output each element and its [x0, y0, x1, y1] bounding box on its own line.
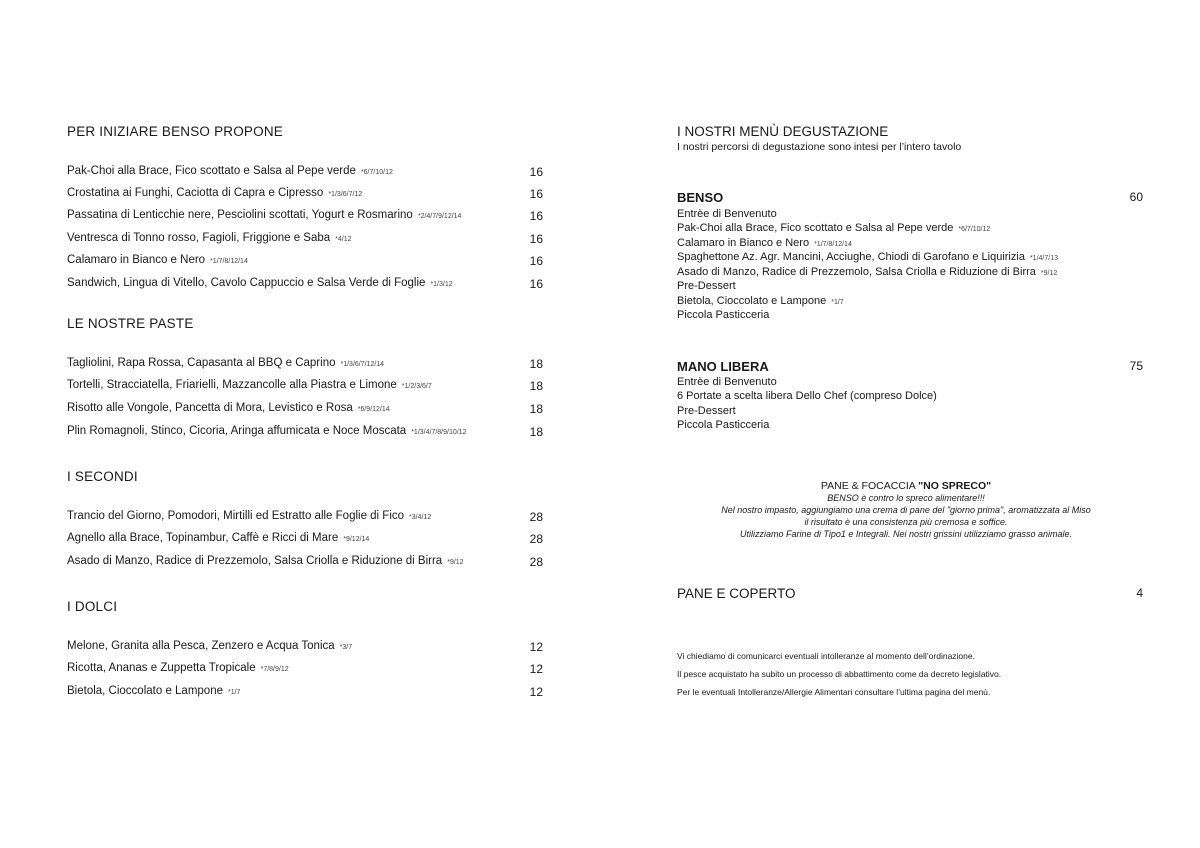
pane-heading-plain: PANE & FOCACCIA — [820, 480, 919, 492]
item-allergens: *1/2/3/6/7 — [401, 383, 432, 390]
course-item — [677, 208, 777, 220]
menu-item — [67, 277, 543, 297]
item-price: 28 — [529, 510, 543, 524]
menu-item — [67, 165, 543, 185]
item-name: Calamaro in Bianco e Nero — [67, 254, 206, 266]
course-text: Piccola Pasticceria — [677, 309, 770, 321]
degustazione-title: I NOSTRI MENÙ DEGUSTAZIONE — [677, 124, 889, 139]
item-allergens: *7/8/9/12 — [260, 666, 289, 673]
course-allergens: *1/7/8/12/14 — [814, 241, 852, 248]
item-name: Agnello alla Brace, Topinambur, Caffè e Ricci di Mare — [67, 532, 339, 544]
course-item — [677, 237, 852, 249]
item-allergens: *1/3/12 — [430, 281, 453, 288]
item-price: 16 — [529, 165, 543, 179]
item-name: Crostatina ai Funghi, Caciotta di Capra e Cipresso — [67, 187, 324, 199]
section-title-per-iniziare: PER INIZIARE BENSO PROPONE — [67, 124, 283, 139]
pane-line: Utilizziamo Farine di Tipo1 e Integrali. Nei nostri grissini utilizziamo grasso animale. — [739, 529, 1073, 539]
note-line: Il pesce acquistato ha subito un processo di abbattimento come da decreto legislativo. — [677, 669, 1002, 679]
item-allergens: *6/7/10/12 — [360, 169, 393, 176]
item-price: 18 — [529, 425, 543, 439]
item-price: 12 — [529, 662, 543, 676]
item-price: 16 — [529, 187, 543, 201]
item-allergens: *1/7/8/12/14 — [210, 258, 248, 265]
course-item — [677, 266, 1057, 278]
course-text: Bietola, Cioccolato e Lampone — [677, 295, 827, 307]
item-name: Plin Romagnoli, Stinco, Cicoria, Aringa affumicata e Noce Moscata — [67, 425, 407, 437]
course-text: Spaghettone Az. Agr. Mancini, Acciughe, Chiodi di Garofano e Liquirizia — [677, 251, 1025, 263]
item-name: Pak-Choi alla Brace, Fico scottato e Salsa al Pepe verde — [67, 165, 356, 177]
item-name: Tortelli, Stracciatella, Friarielli, Mazzancolle alla Piastra e Limone — [67, 379, 397, 391]
menu-item — [67, 187, 543, 207]
coperto-label: PANE E COPERTO — [677, 586, 796, 601]
course-item — [677, 309, 769, 321]
section-title-secondi: I SECONDI — [67, 469, 138, 484]
pane-line: il risultato è una consistenza più cremosa e soffice. — [804, 517, 1008, 527]
item-price: 18 — [529, 402, 543, 416]
pane-heading — [677, 480, 1135, 492]
coperto-price: 4 — [1136, 586, 1143, 600]
menu-item — [67, 379, 543, 399]
course-item — [677, 376, 777, 388]
item-name: Risotto alle Vongole, Pancetta di Mora, Levistico e Rosa — [67, 402, 353, 414]
pane-line: BENSO è contro lo spreco alimentare!!! — [827, 493, 985, 503]
course-allergens: *6/7/10/12 — [958, 226, 991, 233]
course-item — [677, 251, 1058, 263]
item-allergens: *1/3/6/7/12/14 — [340, 361, 385, 368]
menu-price-mano-libera: 75 — [1129, 359, 1143, 373]
menu-item — [67, 254, 543, 274]
course-text: Piccola Pasticceria — [677, 419, 770, 431]
course-allergens: *1/4/7/13 — [1029, 255, 1058, 262]
menu-item — [67, 640, 543, 660]
menu-item — [67, 425, 543, 445]
section-title-paste: LE NOSTRE PASTE — [67, 316, 194, 331]
menu-item — [67, 357, 543, 377]
item-allergens: *9/12/14 — [343, 536, 370, 543]
item-name: Bietola, Cioccolato e Lampone — [67, 685, 223, 697]
menu-item — [67, 510, 543, 530]
menu-item — [67, 209, 543, 229]
item-allergens: *9/12 — [447, 559, 464, 566]
item-price: 28 — [529, 532, 543, 546]
pane-focaccia-note — [677, 480, 1135, 540]
course-allergens: *1/7 — [831, 299, 844, 306]
item-price: 16 — [529, 254, 543, 268]
item-price: 12 — [529, 685, 543, 699]
item-name: Ventresca di Tonno rosso, Fagioli, Friggione e Saba — [67, 232, 331, 244]
item-name: Sandwich, Lingua di Vitello, Cavolo Cappuccio e Salsa Verde di Foglie — [67, 277, 426, 289]
item-name: Ricotta, Ananas e Zuppetta Tropicale — [67, 662, 256, 674]
item-name: Tagliolini, Rapa Rossa, Capasanta al BBQ e Caprino — [67, 357, 336, 369]
item-price: 18 — [529, 357, 543, 371]
course-item — [677, 222, 990, 234]
menu-price-benso: 60 — [1129, 190, 1143, 204]
note-line: Vi chiediamo di comunicarci eventuali intolleranze al momento dell’ordinazione. — [677, 651, 975, 661]
menu-item — [67, 402, 543, 422]
item-price: 12 — [529, 640, 543, 654]
item-price: 16 — [529, 277, 543, 291]
menu-name-benso: BENSO — [677, 190, 724, 205]
menu-item — [67, 662, 543, 682]
note-line: Per le eventuali Intolleranze/Allergie Alimentari consultare l’ultima pagina del menù. — [677, 687, 991, 697]
menu-item — [67, 532, 543, 552]
course-item — [677, 295, 844, 307]
course-text: Pak-Choi alla Brace, Fico scottato e Salsa al Pepe verde — [677, 222, 954, 234]
course-text: Calamaro in Bianco e Nero — [677, 237, 810, 249]
course-item — [677, 419, 769, 431]
item-allergens: *1/3/4/7/8/9/10/12 — [411, 429, 467, 436]
menu-item — [67, 555, 543, 575]
menu-item — [67, 685, 543, 705]
item-allergens: *2/4/7/9/12/14 — [417, 213, 462, 220]
item-name: Trancio del Giorno, Pomodori, Mirtilli ed Estratto alle Foglie di Fico — [67, 510, 405, 522]
section-title-dolci: I DOLCI — [67, 599, 118, 614]
item-price: 16 — [529, 209, 543, 223]
item-allergens: *4/12 — [335, 236, 352, 243]
menu-name-mano-libera: MANO LIBERA — [677, 359, 769, 374]
pane-line: Nel nostro impasto, aggiungiamo una crema di pane del "giorno prima", aromatizzata al Miso — [721, 505, 1091, 515]
item-price: 16 — [529, 232, 543, 246]
pane-heading-bold: "NO SPRECO" — [918, 480, 992, 492]
course-allergens: *9/12 — [1040, 270, 1058, 277]
course-text: 6 Portate a scelta libera Dello Chef (compreso Dolce) — [677, 390, 937, 402]
course-text: Asado di Manzo, Radice di Prezzemolo, Salsa Criolla e Riduzione di Birra — [677, 266, 1036, 278]
course-item — [677, 390, 937, 402]
item-allergens: *6/9/12/14 — [357, 406, 390, 413]
item-price: 18 — [529, 379, 543, 393]
item-name: Melone, Granita alla Pesca, Zenzero e Acqua Tonica — [67, 640, 335, 652]
menu-item — [67, 232, 543, 252]
item-price: 28 — [529, 555, 543, 569]
item-allergens: *1/7 — [228, 689, 241, 696]
item-allergens: *1/3/6/7/12 — [328, 191, 363, 198]
item-allergens: *3/7 — [339, 644, 353, 651]
item-allergens: *3/4/12 — [409, 514, 432, 521]
item-name: Passatina di Lenticchie nere, Pesciolini scottati, Yogurt e Rosmarino — [67, 209, 413, 221]
item-name: Asado di Manzo, Radice di Prezzemolo, Salsa Criolla e Riduzione di Birra — [67, 555, 443, 567]
course-text: Pre-Dessert — [677, 280, 736, 292]
course-text: Entrèe di Benvenuto — [677, 208, 777, 220]
course-text: Entrèe di Benvenuto — [677, 376, 777, 388]
course-text: Pre-Dessert — [677, 405, 736, 417]
degustazione-subtitle: I nostri percorsi di degustazione sono intesi per l’intero tavolo — [677, 141, 962, 153]
course-item — [677, 280, 736, 292]
course-item — [677, 405, 736, 417]
